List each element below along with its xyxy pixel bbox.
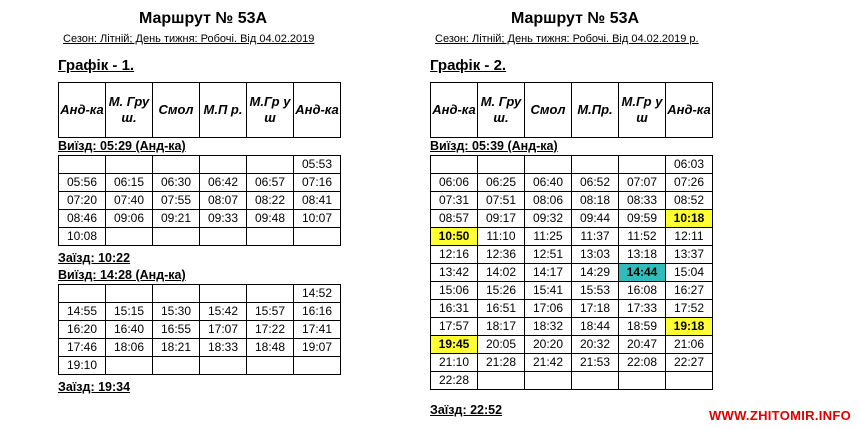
time-cell: 15:41 [525, 282, 572, 300]
time-cell: 09:33 [200, 210, 247, 228]
stop-header: М.Пр. [572, 83, 619, 138]
time-cell: 16:51 [478, 300, 525, 318]
time-cell [200, 285, 247, 303]
time-cell [572, 372, 619, 390]
time-cell: 06:40 [525, 174, 572, 192]
time-cell: 18:44 [572, 318, 619, 336]
table-row [59, 303, 341, 321]
table-row [59, 285, 341, 303]
time-cell [106, 357, 153, 375]
table-row [59, 228, 341, 246]
time-cell [200, 357, 247, 375]
time-cell: 14:55 [59, 303, 106, 321]
time-cell: 14:17 [525, 264, 572, 282]
time-cell [247, 285, 294, 303]
time-cell: 15:06 [431, 282, 478, 300]
time-cell: 08:18 [572, 192, 619, 210]
stop-header: М.Гр уш [247, 83, 294, 138]
time-cell: 21:28 [478, 354, 525, 372]
time-cell: 17:57 [431, 318, 478, 336]
time-cell: 11:37 [572, 228, 619, 246]
time-cell [59, 156, 106, 174]
time-cell [106, 228, 153, 246]
time-cell: 12:16 [431, 246, 478, 264]
table-row [59, 174, 341, 192]
departure-label: Виїзд: 14:28 (Анд-ка) [58, 268, 186, 282]
table-row [59, 357, 341, 375]
time-cell: 09:17 [478, 210, 525, 228]
time-cell [247, 357, 294, 375]
time-cell: 16:20 [59, 321, 106, 339]
season-line: Сезон: Літній; День тижня: Робочі. Від 04.02.2019 [63, 33, 315, 45]
time-cell [294, 357, 341, 375]
time-cell: 16:27 [666, 282, 713, 300]
time-cell: 08:57 [431, 210, 478, 228]
return-label: Заїзд: 19:34 [58, 380, 131, 394]
time-cell: 12:36 [478, 246, 525, 264]
time-cell: 07:16 [294, 174, 341, 192]
time-cell: 08:41 [294, 192, 341, 210]
time-cell: 05:56 [59, 174, 106, 192]
time-cell: 10:07 [294, 210, 341, 228]
time-cell [619, 372, 666, 390]
time-cell: 07:26 [666, 174, 713, 192]
time-cell: 15:04 [666, 264, 713, 282]
time-cell: 15:42 [200, 303, 247, 321]
time-cell: 10:18 [666, 210, 713, 228]
time-cell [153, 285, 200, 303]
time-cell: 18:06 [106, 339, 153, 357]
table-row [431, 210, 713, 228]
table-row [59, 192, 341, 210]
time-cell [153, 228, 200, 246]
time-cell: 21:53 [572, 354, 619, 372]
time-cell: 15:57 [247, 303, 294, 321]
time-cell [525, 372, 572, 390]
stop-header: М.Гр уш [619, 83, 666, 138]
stop-header: Смол [525, 83, 572, 138]
time-cell: 06:03 [666, 156, 713, 174]
time-cell: 15:26 [478, 282, 525, 300]
time-cell: 06:57 [247, 174, 294, 192]
time-cell: 22:28 [431, 372, 478, 390]
time-cell [106, 156, 153, 174]
time-cell: 20:47 [619, 336, 666, 354]
route-title: Маршрут № 53А [510, 10, 640, 27]
time-cell: 17:46 [59, 339, 106, 357]
time-cell: 18:59 [619, 318, 666, 336]
time-cell: 18:32 [525, 318, 572, 336]
time-cell [431, 156, 478, 174]
time-cell: 14:52 [294, 285, 341, 303]
time-cell: 06:15 [106, 174, 153, 192]
time-cell: 19:18 [666, 318, 713, 336]
time-cell: 07:31 [431, 192, 478, 210]
time-cell [294, 228, 341, 246]
time-cell: 09:21 [153, 210, 200, 228]
time-cell: 14:02 [478, 264, 525, 282]
time-cell: 13:18 [619, 246, 666, 264]
timetable [430, 155, 713, 390]
time-cell [619, 156, 666, 174]
table-row [431, 192, 713, 210]
time-cell: 09:32 [525, 210, 572, 228]
time-cell: 12:11 [666, 228, 713, 246]
time-cell: 19:45 [431, 336, 478, 354]
time-cell: 18:48 [247, 339, 294, 357]
stop-header: Анд-ка [666, 83, 713, 138]
time-cell: 17:52 [666, 300, 713, 318]
time-cell [200, 228, 247, 246]
time-cell: 15:30 [153, 303, 200, 321]
time-cell [200, 156, 247, 174]
stop-header: Анд-ка [431, 83, 478, 138]
time-cell: 21:06 [666, 336, 713, 354]
time-cell: 21:10 [431, 354, 478, 372]
time-cell: 07:51 [478, 192, 525, 210]
time-cell [59, 285, 106, 303]
time-cell: 22:27 [666, 354, 713, 372]
time-cell: 09:59 [619, 210, 666, 228]
departure-label: Виїзд: 05:29 (Анд-ка) [58, 139, 186, 153]
time-cell [247, 156, 294, 174]
stops-header-table [58, 82, 341, 138]
stop-header: М. Груш. [478, 83, 525, 138]
time-cell: 20:32 [572, 336, 619, 354]
time-cell: 08:33 [619, 192, 666, 210]
site-watermark: WWW.ZHITOMIR.INFO [708, 408, 851, 423]
time-cell: 16:55 [153, 321, 200, 339]
time-cell: 18:33 [200, 339, 247, 357]
table-row [59, 339, 341, 357]
table-row [431, 354, 713, 372]
time-cell: 22:08 [619, 354, 666, 372]
table-row [431, 300, 713, 318]
time-cell: 07:20 [59, 192, 106, 210]
time-cell: 05:53 [294, 156, 341, 174]
time-cell: 17:22 [247, 321, 294, 339]
time-cell: 17:33 [619, 300, 666, 318]
time-cell: 19:10 [59, 357, 106, 375]
time-cell [153, 357, 200, 375]
stop-header: Анд-ка [294, 83, 341, 138]
time-cell: 13:42 [431, 264, 478, 282]
time-cell [106, 285, 153, 303]
grafik-heading: Графік - 1. [58, 57, 135, 74]
timetable [58, 155, 341, 246]
season-line: Сезон: Літній; День тижня: Робочі. Від 04.02.2019 р. [435, 33, 699, 45]
time-cell: 15:15 [106, 303, 153, 321]
time-cell: 16:31 [431, 300, 478, 318]
return-label: Заїзд: 10:22 [58, 251, 131, 265]
stop-header: М. Груш. [106, 83, 153, 138]
time-cell [478, 156, 525, 174]
time-cell: 07:55 [153, 192, 200, 210]
grafik-heading: Графік - 2. [430, 57, 507, 74]
time-cell: 14:44 [619, 264, 666, 282]
time-cell: 18:21 [153, 339, 200, 357]
time-cell: 15:53 [572, 282, 619, 300]
time-cell: 06:06 [431, 174, 478, 192]
time-cell: 12:51 [525, 246, 572, 264]
time-cell [666, 372, 713, 390]
table-row [431, 246, 713, 264]
time-cell: 13:03 [572, 246, 619, 264]
time-cell: 08:22 [247, 192, 294, 210]
table-row [431, 228, 713, 246]
time-cell: 09:06 [106, 210, 153, 228]
time-cell: 06:25 [478, 174, 525, 192]
stop-header: Анд-ка [59, 83, 106, 138]
time-cell: 17:07 [200, 321, 247, 339]
time-cell: 18:17 [478, 318, 525, 336]
table-row [431, 372, 713, 390]
time-cell: 08:46 [59, 210, 106, 228]
stop-header: Смол [153, 83, 200, 138]
time-cell: 08:07 [200, 192, 247, 210]
table-row [431, 156, 713, 174]
time-cell: 16:16 [294, 303, 341, 321]
time-cell: 10:08 [59, 228, 106, 246]
table-row [431, 264, 713, 282]
stop-header: М.П р. [200, 83, 247, 138]
time-cell: 06:52 [572, 174, 619, 192]
time-cell [153, 156, 200, 174]
stops-header-table [430, 82, 713, 138]
return-label: Заїзд: 22:52 [430, 403, 503, 417]
time-cell: 13:37 [666, 246, 713, 264]
timetable [58, 284, 341, 375]
time-cell: 20:20 [525, 336, 572, 354]
departure-label: Виїзд: 05:39 (Анд-ка) [430, 139, 558, 153]
time-cell: 11:10 [478, 228, 525, 246]
time-cell: 21:42 [525, 354, 572, 372]
time-cell: 16:08 [619, 282, 666, 300]
time-cell: 19:07 [294, 339, 341, 357]
time-cell: 17:18 [572, 300, 619, 318]
time-cell [572, 156, 619, 174]
time-cell: 06:42 [200, 174, 247, 192]
time-cell: 07:40 [106, 192, 153, 210]
table-row [59, 321, 341, 339]
table-row [431, 336, 713, 354]
time-cell [525, 156, 572, 174]
time-cell: 11:25 [525, 228, 572, 246]
time-cell: 20:05 [478, 336, 525, 354]
time-cell: 11:52 [619, 228, 666, 246]
table-row [431, 174, 713, 192]
time-cell [478, 372, 525, 390]
time-cell [247, 228, 294, 246]
time-cell: 14:29 [572, 264, 619, 282]
time-cell: 09:44 [572, 210, 619, 228]
time-cell: 06:30 [153, 174, 200, 192]
route-title: Маршрут № 53А [138, 10, 268, 27]
table-row [59, 210, 341, 228]
time-cell: 17:06 [525, 300, 572, 318]
time-cell: 08:06 [525, 192, 572, 210]
time-cell: 16:40 [106, 321, 153, 339]
time-cell: 08:52 [666, 192, 713, 210]
time-cell: 07:07 [619, 174, 666, 192]
table-row [59, 156, 341, 174]
table-row [431, 318, 713, 336]
time-cell: 10:50 [431, 228, 478, 246]
time-cell: 17:41 [294, 321, 341, 339]
table-row [431, 282, 713, 300]
time-cell: 09:48 [247, 210, 294, 228]
